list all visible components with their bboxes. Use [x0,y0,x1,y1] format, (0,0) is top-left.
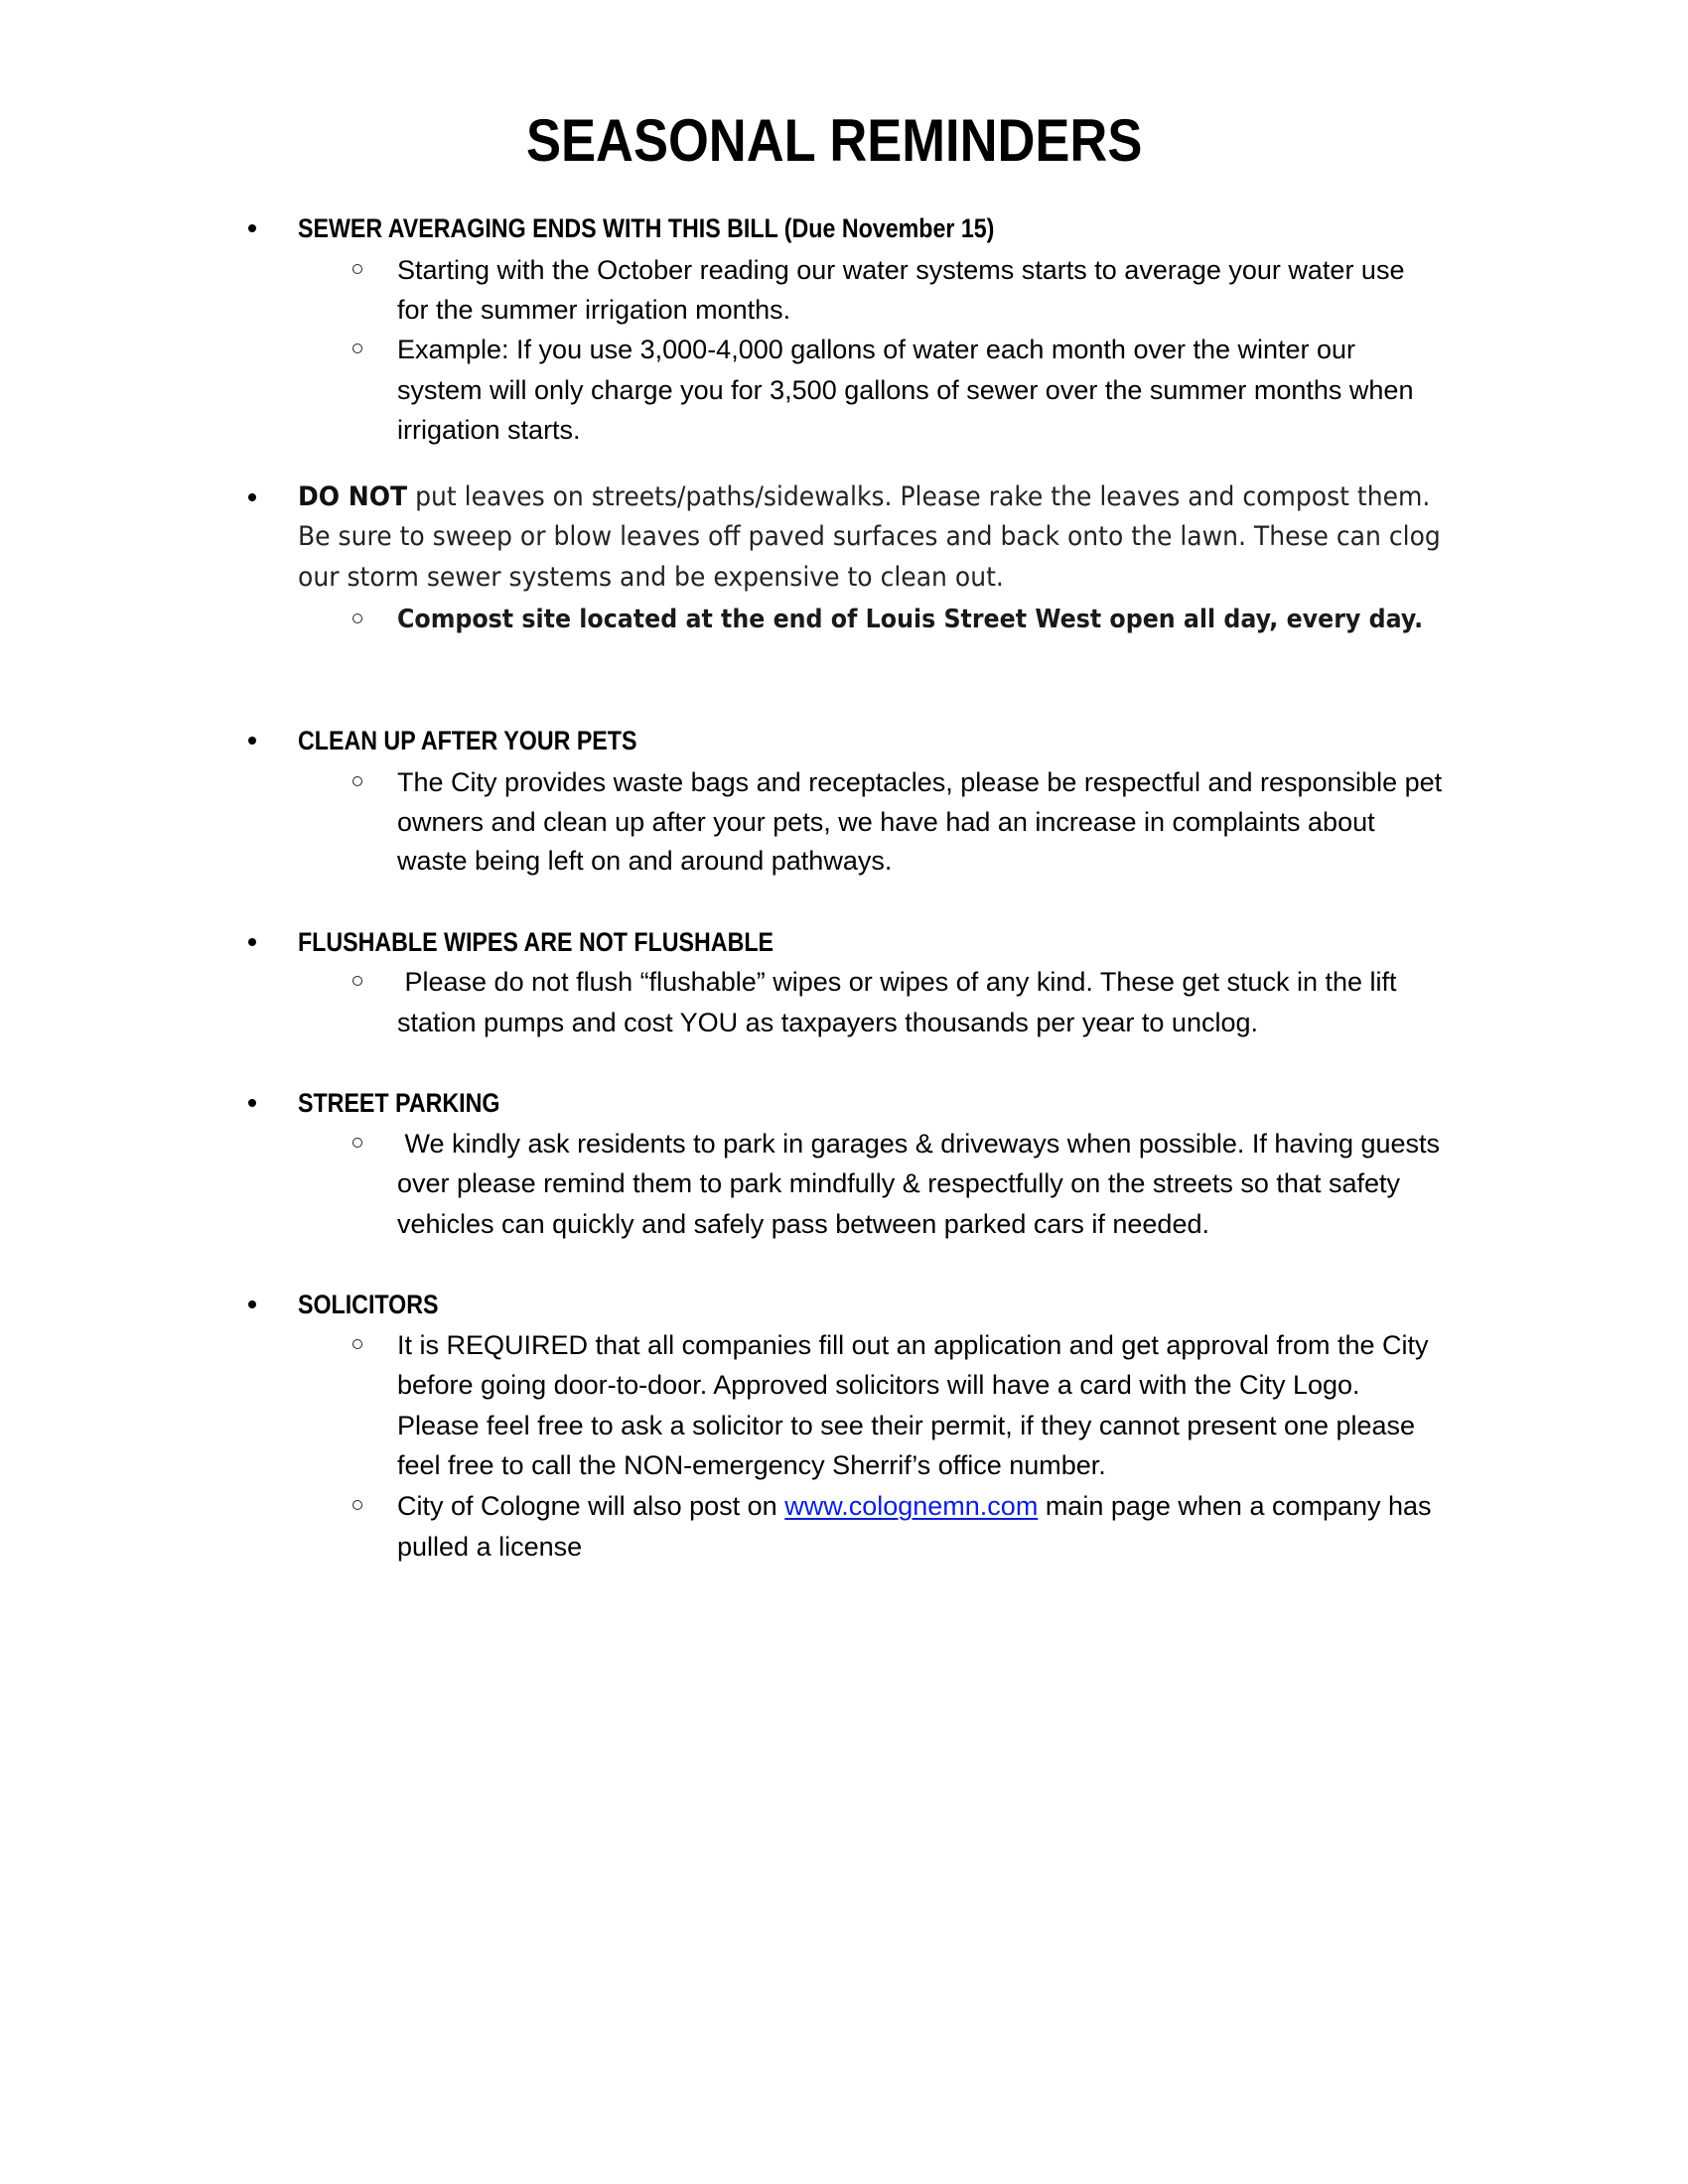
item-line: over please remind them to park mindfully & respectfully on the streets so that safety [397,1168,1400,1198]
item-line: Compost site located at the end of Louis Street West open all day, every day. [397,605,1424,634]
website-link[interactable]: www.colognemn.com [784,1491,1039,1521]
hollow-circle-bullet-icon [352,343,362,353]
section-heading: FLUSHABLE WIPES ARE NOT FLUSHABLE [298,927,774,957]
item-line: owners and clean up after your pets, we have had an increase in complaints about [397,807,1375,837]
filled-bullet-icon [248,224,256,232]
item-line: waste being left on and around pathways. [397,846,893,876]
filled-bullet-icon [248,938,256,946]
hollow-circle-bullet-icon [352,1138,362,1148]
section-heading: STREET PARKING [298,1088,500,1118]
paragraph-line [298,478,1430,517]
section-heading: SEWER AVERAGING ENDS WITH THIS BILL (Due November 15) [298,213,995,243]
item-line: It is REQUIRED that all companies fill out an application and get approval from the City [397,1330,1429,1360]
hollow-circle-bullet-icon [352,1500,362,1510]
item-line: feel free to call the NON-emergency Sherrif’s office number. [397,1450,1106,1480]
hollow-circle-bullet-icon [352,776,362,786]
filled-bullet-icon [248,1300,256,1308]
paragraph-text: put leaves on streets/paths/sidewalks. Please rake the leaves and compost them. [407,481,1431,512]
section-heading: CLEAN UP AFTER YOUR PETS [298,726,637,755]
item-line: pulled a license [397,1532,583,1562]
item-line: before going door-to-door. Approved solicitors will have a card with the City Logo. [397,1370,1360,1400]
item-line: We kindly ask residents to park in garages & driveways when possible. If having guests [397,1129,1441,1159]
item-line: The City provides waste bags and receptacles, please be respectful and responsible pet [397,767,1443,797]
item-line: vehicles can quickly and safely pass between parked cars if needed. [397,1209,1209,1239]
filled-bullet-icon [248,1099,256,1107]
item-line: Please do not flush “flushable” wipes or wipes of any kind. These get stuck in the lift [397,967,1397,997]
item-line [397,1486,1432,1526]
section-heading: SOLICITORS [298,1290,439,1319]
item-line: Example: If you use 3,000-4,000 gallons of water each month over the winter our [397,335,1356,364]
item-line: irrigation starts. [397,415,581,445]
filled-bullet-icon [248,493,256,501]
paragraph-line: Be sure to sweep or blow leaves off paved surfaces and back onto the lawn. These can clog [298,521,1441,552]
hollow-circle-bullet-icon [352,976,362,986]
item-line: system will only charge you for 3,500 gallons of sewer over the summer months when [397,375,1414,405]
item-text: City of Cologne will also post on [397,1491,785,1521]
item-line: Please feel free to ask a solicitor to see their permit, if they cannot present one please [397,1411,1416,1440]
filled-bullet-icon [248,737,256,745]
paragraph-line: our storm sewer systems and be expensive to clean out. [298,562,1004,593]
hollow-circle-bullet-icon [352,1339,362,1349]
item-line: for the summer irrigation months. [397,295,791,325]
hollow-circle-bullet-icon [352,614,362,623]
item-text: main page when a company has [1038,1491,1432,1521]
item-line: Starting with the October reading our water systems starts to average your water use [397,255,1405,285]
hollow-circle-bullet-icon [352,264,362,274]
emphasis-do-not: DO NOT [298,481,408,512]
item-line: station pumps and cost YOU as taxpayers thousands per year to unclog. [397,1008,1258,1037]
page-title: SEASONAL REMINDERS [526,107,1143,174]
